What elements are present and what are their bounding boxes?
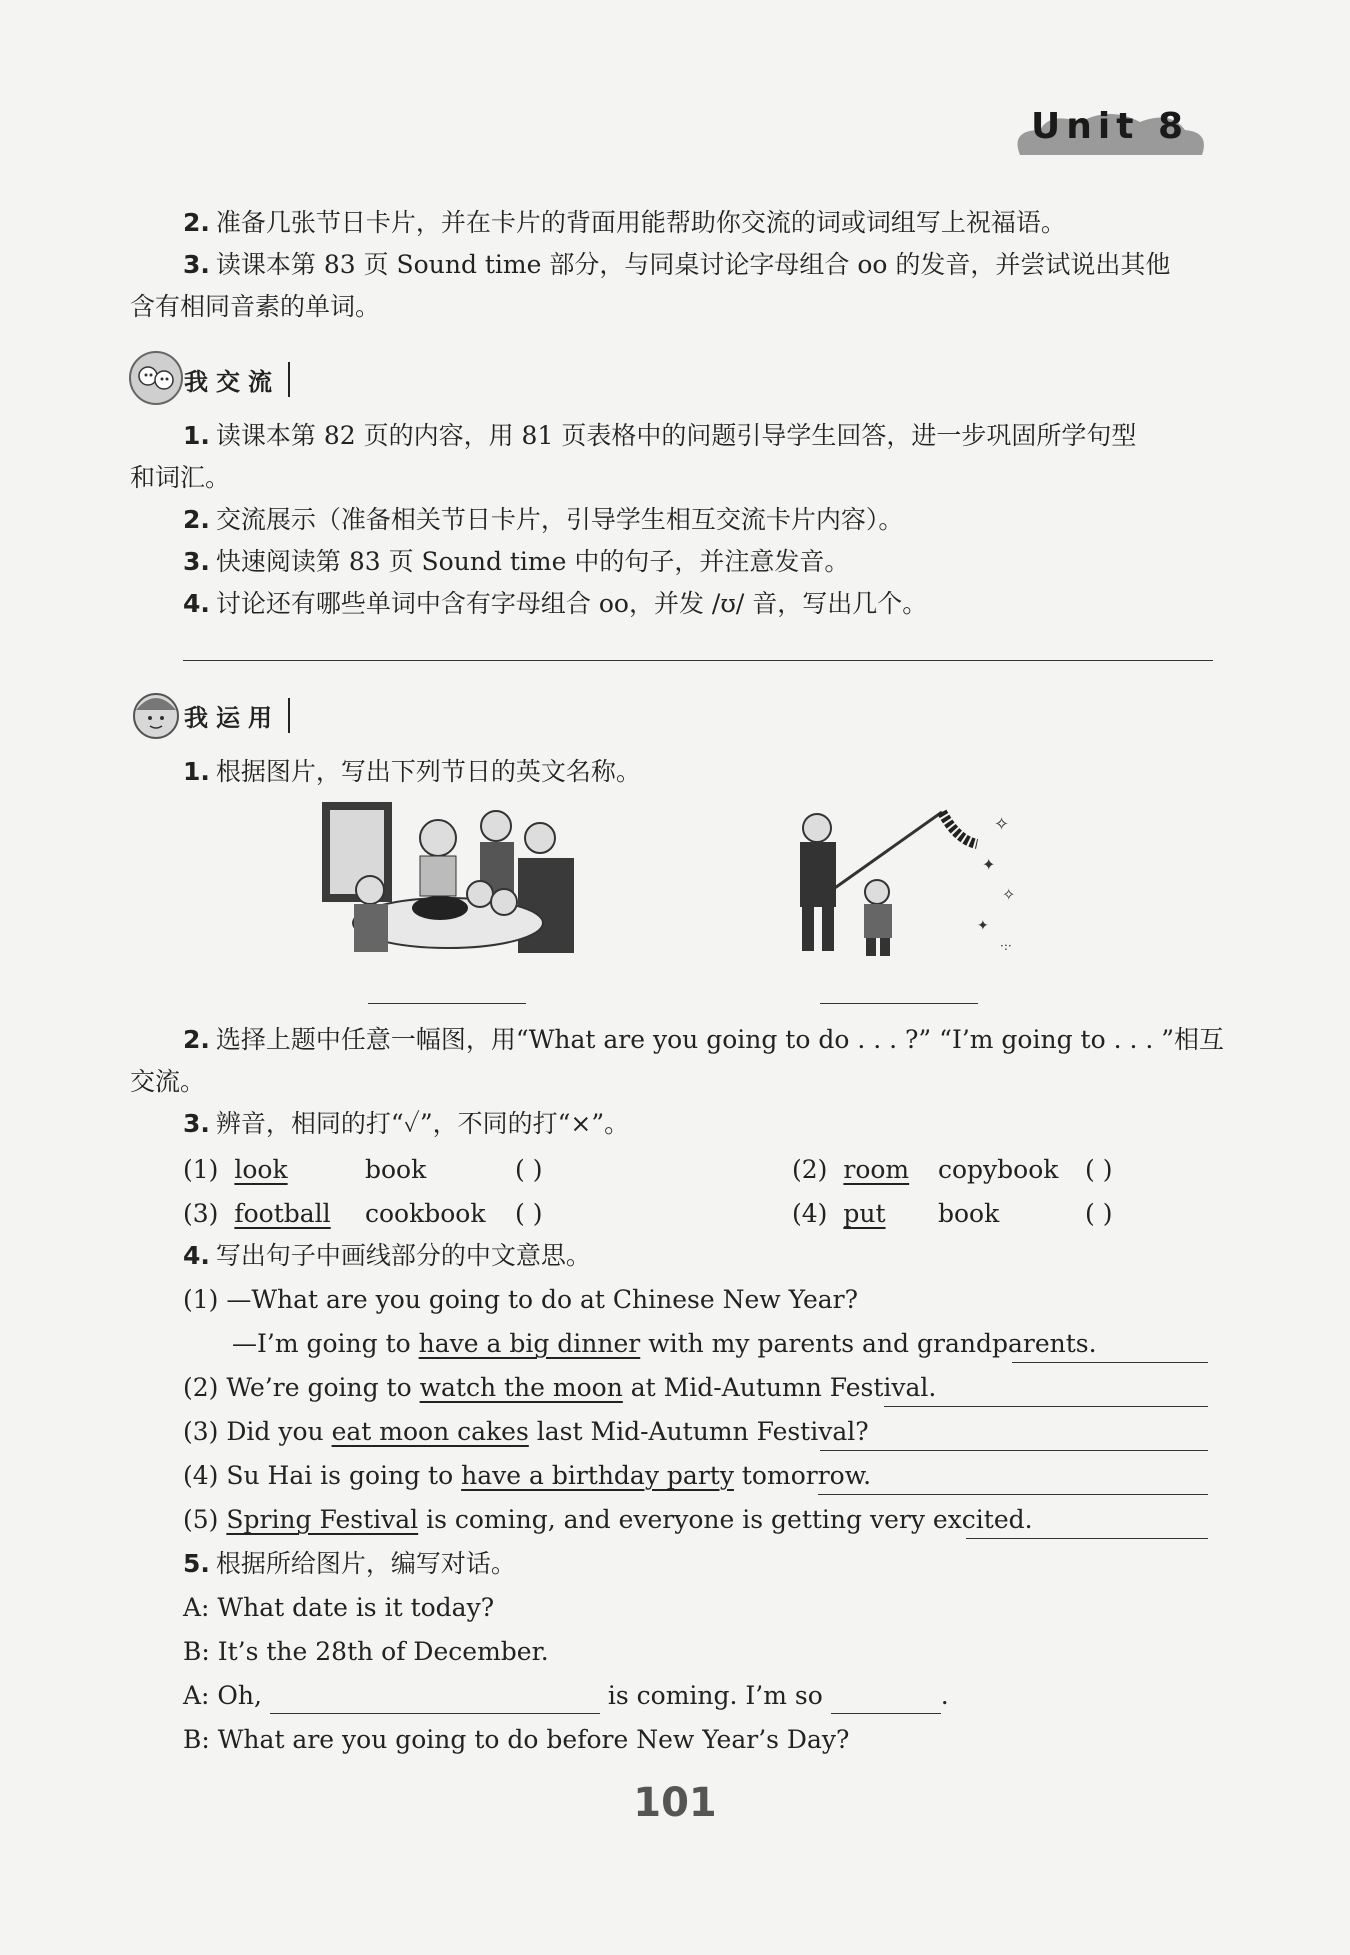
dialogue-blank-festival[interactable]	[270, 1685, 600, 1714]
dialogue-line-3: A: Oh, is coming. I’m so .	[183, 1678, 949, 1714]
apply-q3: 3. 辨音，相同的打“✓”，不同的打“×”。	[183, 1109, 630, 1138]
dialogue-line-4: B: What are you going to do before New Year’s Day?	[183, 1725, 850, 1754]
pair-2-b: copybook	[938, 1155, 1059, 1184]
sentence-2: (2) We’re going to watch the moon at Mid-Autumn Festival.	[183, 1373, 937, 1402]
pair-4-b: book	[938, 1199, 1000, 1228]
pair-1-b: book	[365, 1155, 427, 1184]
pair-1: (1) look	[183, 1155, 288, 1184]
answer-blank-4[interactable]	[818, 1466, 1208, 1495]
svg-text:✦: ✦	[982, 855, 996, 874]
svg-text:✦: ✦	[977, 918, 989, 934]
dialogue-line-2: B: It’s the 28th of December.	[183, 1637, 549, 1666]
section-apply-header	[128, 686, 328, 746]
exchange-item-2: 2. 交流展示（准备相关节日卡片，引导学生相互交流卡片内容）。	[183, 505, 904, 534]
section-exchange-title: 我交流	[184, 362, 290, 397]
answer-blank-1[interactable]	[1012, 1334, 1208, 1363]
pair-1-answer[interactable]: ( )	[515, 1155, 543, 1184]
festival-name-blank-2[interactable]	[820, 975, 978, 1004]
answer-blank-2[interactable]	[884, 1378, 1208, 1407]
sentence-4: (4) Su Hai is going to have a birthday party tomorrow.	[183, 1461, 872, 1490]
svg-text:✧: ✧	[1002, 885, 1016, 904]
sentence-1b: —I’m going to have a big dinner with my parents and grandparents.	[232, 1329, 1097, 1358]
pair-3: (3) football	[183, 1199, 331, 1228]
answer-blank-3[interactable]	[820, 1422, 1208, 1451]
svg-text:✧: ✧	[994, 814, 1010, 835]
family-dinner-illustration	[318, 798, 580, 958]
apply-q4: 4. 写出句子中画线部分的中文意思。	[183, 1241, 591, 1270]
kids-mascot-icon	[128, 350, 184, 406]
apply-q2-cont: 交流。	[130, 1067, 206, 1096]
pair-4-answer[interactable]: ( )	[1085, 1199, 1113, 1228]
apply-q1: 1. 根据图片，写出下列节日的英文名称。	[183, 757, 641, 786]
sentence-1a: (1) —What are you going to do at Chinese New Year?	[183, 1285, 859, 1314]
answer-line[interactable]	[183, 660, 1213, 661]
section-apply-title: 我运用	[184, 698, 290, 733]
dialogue-line-1: A: What date is it today?	[183, 1593, 495, 1622]
prep-item-2: 2. 准备几张节日卡片，并在卡片的背面用能帮助你交流的词或词组写上祝福语。	[183, 208, 1066, 237]
dialogue-blank-feeling[interactable]	[831, 1685, 941, 1714]
unit-badge	[1010, 100, 1210, 162]
exchange-item-1: 1. 读课本第 82 页的内容，用 81 页表格中的问题引导学生回答，进一步巩固所学句型	[183, 421, 1137, 450]
answer-blank-5[interactable]	[966, 1510, 1208, 1539]
girl-mascot-icon	[128, 686, 184, 742]
pair-3-b: cookbook	[365, 1199, 486, 1228]
pair-2-answer[interactable]: ( )	[1085, 1155, 1113, 1184]
apply-q5: 5. 根据所给图片，编写对话。	[183, 1549, 516, 1578]
section-exchange-header	[128, 350, 328, 410]
festival-name-blank-1[interactable]	[368, 975, 526, 1004]
exchange-item-4: 4. 讨论还有哪些单词中含有字母组合 oo，并发 /ʊ/ 音，写出几个。	[183, 589, 928, 618]
exchange-item-1-cont: 和词汇。	[130, 463, 231, 492]
sentence-5: (5) Spring Festival is coming, and everyone is getting very excited.	[183, 1505, 1033, 1534]
prep-item-3: 3. 读课本第 83 页 Sound time 部分，与同桌讨论字母组合 oo 的发音，并尝试说出其他	[183, 250, 1171, 279]
pair-2: (2) room	[792, 1155, 910, 1184]
pair-4: (4) put	[792, 1199, 886, 1228]
unit-title: Unit 8	[1031, 106, 1189, 147]
prep-item-3-cont: 含有相同音素的单词。	[130, 292, 381, 321]
sentence-3: (3) Did you eat moon cakes last Mid-Autumn Festival?	[183, 1417, 869, 1446]
pair-3-answer[interactable]: ( )	[515, 1199, 543, 1228]
firecrackers-illustration	[772, 800, 1022, 958]
page-number: 101	[633, 1780, 717, 1826]
svg-text:·:·: ·:·	[1000, 939, 1012, 953]
exchange-item-3: 3. 快速阅读第 83 页 Sound time 中的句子，并注意发音。	[183, 547, 850, 576]
apply-q2: 2. 选择上题中任意一幅图，用“What are you going to do . . . ?” “I’m going to . . . ”相互	[183, 1025, 1225, 1054]
